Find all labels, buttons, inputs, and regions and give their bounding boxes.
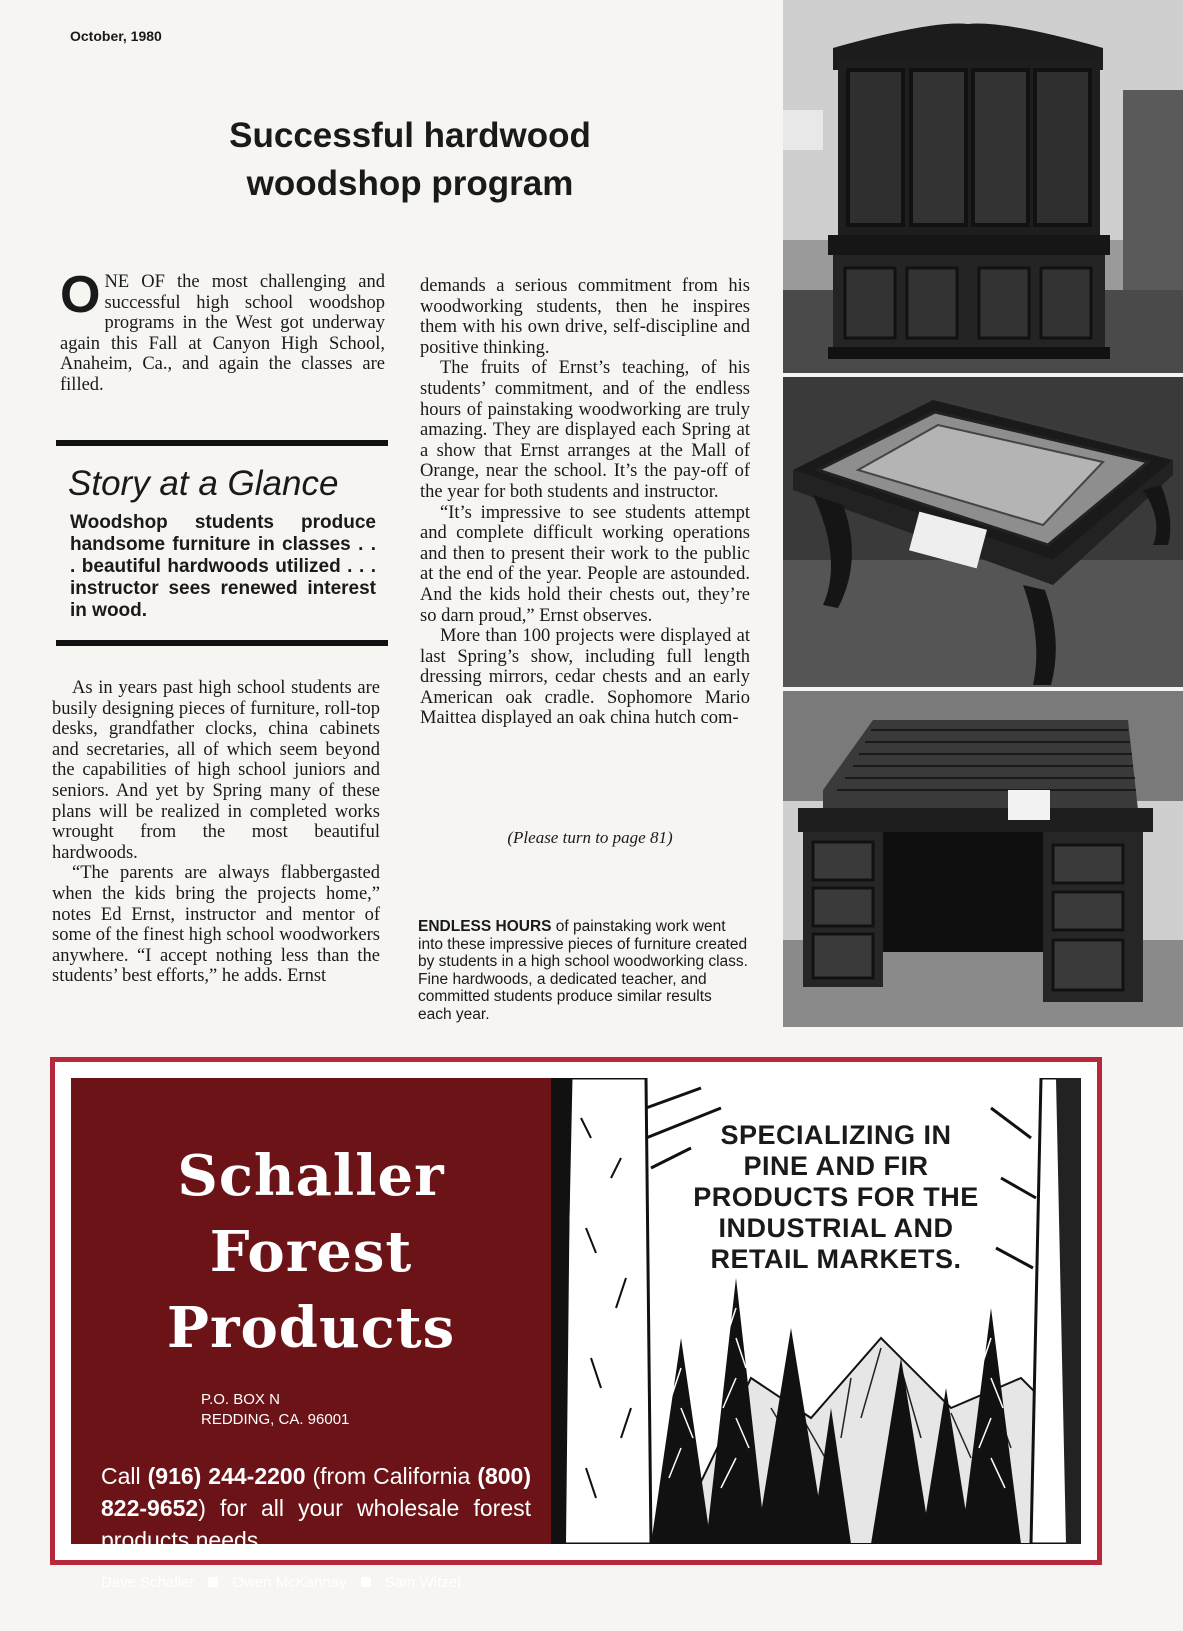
photo-strip [783, 0, 1183, 1027]
square-bullet-icon [208, 1577, 218, 1587]
col1-paragraph-2: “The parents are always flabbergasted when the kids bring the projects home,” notes Ed Ernst, instructor and mentor of some of the finest high school woodworkers anywhere. “I accept nothing less than the students’ best efforts,” he adds. Ernst [52, 863, 380, 987]
furniture-photos [783, 0, 1183, 1027]
schaller-advertisement [50, 1057, 1102, 1591]
phone-number-1: (916) 244-2200 [147, 1463, 306, 1489]
glance-summary: Woodshop students produce handsome furniture in classes . . . beautiful hardwoods utilized . . . instructor sees renewed interest in wood. [70, 512, 376, 621]
col2-paragraph-3: “It’s impressive to see students attempt and complete difficult working operations and then to present their work to the public at the end of the year. People are astounded. And the kids hold their chests out, they’re so darn proud,” Ernst observes. [420, 502, 750, 626]
address-line-1: P.O. BOX N [201, 1391, 280, 1408]
brand-line-2: Forest [209, 1219, 413, 1285]
contact-person-2: Owen McKannay [232, 1574, 347, 1591]
glance-top-rule [56, 440, 388, 446]
square-bullet-icon [361, 1577, 371, 1587]
article-headline [170, 112, 650, 208]
intro-block [60, 266, 385, 396]
call-text-b: (from California [305, 1463, 478, 1489]
column-1-body [52, 678, 380, 987]
intro-paragraph: NE OF the most challenging and successful high school woodshop programs in the West got underway again this Fall at Canyon High School, Anaheim, Ca., and again the classes are filled. [60, 272, 385, 395]
col2-paragraph-1: demands a serious commitment from his woodworking students, then he inspires them with his own drive, self-discipline and positive thinking. [420, 276, 750, 358]
brand-line-3: Products [166, 1295, 456, 1361]
china-cabinet-photo [783, 0, 1183, 373]
contact-person-3: Sam Witzel [384, 1574, 461, 1591]
call-text-a: Call [101, 1463, 148, 1489]
specializing-line-1: SPECIALIZING IN [720, 1120, 952, 1150]
address-line-2: REDDING, CA. 96001 [201, 1411, 350, 1428]
column-2-body [420, 276, 750, 729]
story-at-a-glance-box [56, 440, 388, 646]
contact-person-1: Dave Schaller [101, 1574, 195, 1591]
glance-title: Story at a Glance [68, 464, 339, 503]
specializing-line-4: INDUSTRIAL AND [718, 1213, 954, 1243]
headline-line-2: woodshop program [246, 164, 574, 203]
photo-caption [418, 918, 748, 1023]
glance-bottom-rule [56, 640, 388, 646]
roll-top-desk-photo [783, 691, 1183, 1027]
specializing-line-2: PINE AND FIR [743, 1151, 929, 1181]
brand-line-1: Schaller [177, 1143, 445, 1209]
specializing-text [681, 1120, 991, 1275]
phone-number-2: (800) 822-9652 [101, 1463, 532, 1521]
col2-paragraph-4: More than 100 projects were displayed at last Spring’s show, including full length dressing mirrors, cedar chests and an early American oak cradle. Sophomore Mario Maittea displayed an oak china hutch com- [420, 626, 750, 729]
caption-text: of painstaking work went into these impressive pieces of furniture created by students in a high school woodworking class. Fine hardwoods, a dedicated teacher, and committed students produce similar results each year. [418, 918, 748, 1023]
contact-people [101, 1574, 551, 1591]
call-to-action [101, 1460, 531, 1556]
drop-cap: O [60, 266, 101, 324]
specializing-line-3: PRODUCTS FOR THE [693, 1182, 979, 1212]
call-text-c: ) for all your wholesale forest products needs. [101, 1495, 531, 1553]
ad-forest-illustration [551, 1078, 1081, 1544]
specializing-line-5: RETAIL MARKETS. [710, 1244, 962, 1274]
ad-company-panel [71, 1078, 551, 1591]
company-name [71, 1138, 551, 1366]
issue-date: October, 1980 [70, 28, 162, 44]
company-address [201, 1390, 551, 1430]
col2-paragraph-2: The fruits of Ernst’s teaching, of his students’ commitment, and of the endless hours of painstaking woodworking are truly amazing. They are displayed each Spring at a show that Ernst arranges at the Mall of Orange, near the school. It’s the pay-off of the year for both students and instructor. [420, 358, 750, 502]
continued-note: (Please turn to page 81) [507, 828, 673, 847]
headline-line-1: Successful hardwood [229, 116, 591, 155]
col1-paragraph-1: As in years past high school students are busily designing pieces of furniture, roll-top desks, grandfather clocks, china cabinets and secretaries, all of which seem beyond the capabilities of high school juniors and seniors. And yet by Spring many of these plans will be realized in completed works wrought from the most beautiful hardwoods. [52, 678, 380, 863]
coffee-table-photo [783, 377, 1183, 687]
caption-lead: ENDLESS HOURS [418, 918, 552, 935]
